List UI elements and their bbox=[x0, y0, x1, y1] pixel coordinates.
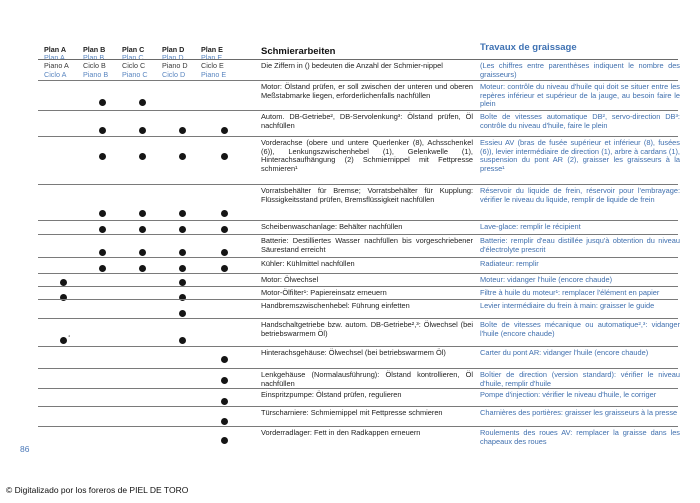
plan-label-it: Ciclo B bbox=[83, 61, 106, 71]
row-text-french: Essieu AV (bras de fusée supérieur et inférieur (8), fusées (6)), levier intermédiaire de direction (1), arbre à cardans (1), suspension du pont AR (2), graisser les graisseurs à la presse¹ bbox=[480, 138, 680, 173]
plan-dot-2 bbox=[139, 153, 146, 160]
row-text-french: Moteur: contrôle du niveau d'huile qui doit se situer entre les repères inférieur et supérieur de la jauge, au besoin faire le plein bbox=[480, 82, 680, 109]
plan-label-it: Ciclo E bbox=[201, 61, 224, 71]
row-divider bbox=[38, 426, 678, 427]
plan-dot-1 bbox=[99, 265, 106, 272]
row-divider bbox=[38, 368, 678, 369]
plan-dot-1 bbox=[99, 226, 106, 233]
plan-header-1 bbox=[83, 46, 123, 79]
plan-label-it: Piano A bbox=[44, 61, 69, 71]
row-text-german: Handbremszwischenhebel: Führung einfetten bbox=[261, 301, 410, 310]
plan-dot-4 bbox=[221, 418, 228, 425]
row-text-german: Die Ziffern in () bedeuten die Anzahl der Schmier-nippel bbox=[261, 61, 443, 70]
plan-dot-0 bbox=[60, 337, 67, 344]
plan-dot-4 bbox=[221, 210, 228, 217]
plan-label-fr: Plan E bbox=[201, 53, 223, 63]
page-number: 86 bbox=[20, 444, 30, 454]
plan-dot-2 bbox=[139, 265, 146, 272]
plan-label-es: Piano C bbox=[122, 69, 148, 79]
row-text-french: Réservoir du liquide de frein, réservoir pour l'embrayage: vérifier le niveau du liquide, remplir de liquide de frein bbox=[480, 186, 680, 204]
row-divider bbox=[38, 80, 678, 81]
row-text-french: Filtre à huile du moteur¹: remplacer l'élément en papier bbox=[480, 288, 660, 297]
plan-dot-4 bbox=[221, 398, 228, 405]
plan-label-de: Plan C bbox=[122, 45, 145, 54]
plan-label-es: Piano B bbox=[83, 69, 109, 79]
row-divider bbox=[38, 59, 678, 60]
plan-dot-3 bbox=[179, 265, 186, 272]
row-text-french: Batterie: remplir d'eau distillée jusqu'à obtention du niveau d'électrolyte prescrit bbox=[480, 236, 680, 254]
row-text-french: Roulements des roues AV: remplacer la graisse dans les chapeaux des roues bbox=[480, 428, 680, 446]
plan-label-it: Ciclo C bbox=[122, 61, 146, 71]
plan-dot-3 bbox=[179, 310, 186, 317]
plan-label-es: Ciclo A bbox=[44, 69, 67, 79]
german-column-title: Schmierarbeiten bbox=[261, 46, 336, 57]
scan-credit-footer: © Digitalizado por los foreros de PIEL DE TORO bbox=[6, 485, 189, 495]
plan-dot-3 bbox=[179, 210, 186, 217]
plan-dot-1 bbox=[99, 99, 106, 106]
row-text-german: Vorderradlager: Fett in den Radkappen erneuern bbox=[261, 428, 421, 437]
plan-label-fr: Plan D bbox=[162, 53, 184, 63]
row-text-german: Motor: Ölwechsel bbox=[261, 275, 319, 284]
row-text-german: Autom. DB-Getriebe², DB-Servolenkung³: Ölstand prüfen, Öl nachfüllen bbox=[261, 112, 473, 130]
plan-dot-4 bbox=[221, 356, 228, 363]
row-text-german: Vorderachse (obere und untere Querlenker (8), Achsschenkel (6)), Lenkungszwischenhebel (1), Gelenkwelle (1), Hinterachsaufhängung (2) Schmiernippel mit Fettpresse schmieren¹ bbox=[261, 138, 473, 173]
row-text-german: Lenkgehäuse (Normalausführung): Ölstand kontrollieren, Öl nachfüllen bbox=[261, 370, 473, 388]
plan-dot-3 bbox=[179, 249, 186, 256]
row-text-french: Boîte de vitesses mécanique ou automatique²,³: vidanger l'huile (encore chaude) bbox=[480, 320, 680, 338]
plan-dot-3 bbox=[179, 153, 186, 160]
plan-dot-3 bbox=[179, 279, 186, 286]
row-text-german: Motor: Ölstand prüfen, er soll zwischen der unteren und oberen Meßstabmarke liegen, erforderlichenfalls nachfüllen bbox=[261, 82, 473, 100]
row-text-french: Radiateur: remplir bbox=[480, 259, 539, 268]
plan-dot-3 bbox=[179, 337, 186, 344]
plan-dot-1 bbox=[99, 210, 106, 217]
plan-dot-4 bbox=[221, 437, 228, 444]
plan-label-de: Plan A bbox=[44, 45, 67, 54]
row-text-german: Kühler: Kühlmittel nachfüllen bbox=[261, 259, 355, 268]
row-divider bbox=[38, 184, 678, 185]
plan-dot-1 bbox=[99, 153, 106, 160]
row-text-french: (Les chiffres entre parenthèses indiquent le nombre des graisseurs) bbox=[480, 61, 680, 79]
dot-footnote-mark: ⁴ bbox=[68, 334, 71, 340]
plan-header-4 bbox=[201, 46, 241, 79]
row-divider bbox=[38, 346, 678, 347]
plan-dot-0 bbox=[60, 279, 67, 286]
row-divider bbox=[38, 318, 678, 319]
plan-dot-4 bbox=[221, 226, 228, 233]
plan-label-fr: Plan A bbox=[44, 53, 65, 63]
row-text-german: Vorratsbehälter für Bremse; Vorratsbehälter für Kupplung: Flüssigkeitsstand prüfen, Bremsflüssigkeit nachfüllen bbox=[261, 186, 473, 204]
row-text-german: Einspritzpumpe: Ölstand prüfen, regulieren bbox=[261, 390, 402, 399]
plan-label-de: Plan E bbox=[201, 45, 223, 54]
plan-header-3 bbox=[162, 46, 202, 79]
plan-dot-4 bbox=[221, 377, 228, 384]
plan-dot-2 bbox=[139, 249, 146, 256]
row-text-german: Handschaltgetriebe bzw. autom. DB-Getriebe²,³: Ölwechsel (bei betriebswarmem Öl) bbox=[261, 320, 473, 338]
french-column-title: Travaux de graissage bbox=[480, 42, 577, 53]
row-divider bbox=[38, 406, 678, 407]
row-divider bbox=[38, 136, 678, 137]
row-divider bbox=[38, 257, 678, 258]
plan-label-de: Plan B bbox=[83, 45, 106, 54]
plan-dot-4 bbox=[221, 153, 228, 160]
row-divider bbox=[38, 110, 678, 111]
row-text-french: Moteur: vidanger l'huile (encore chaude) bbox=[480, 275, 613, 284]
row-text-german: Türscharniere: Schmiernippel mit Fettpresse schmieren bbox=[261, 408, 443, 417]
plan-dot-2 bbox=[139, 210, 146, 217]
plan-header-2 bbox=[122, 46, 162, 79]
row-divider bbox=[38, 286, 678, 287]
row-text-french: Levier intermédiaire du frein à main: graisser le guide bbox=[480, 301, 655, 310]
row-text-french: Pompe d'injection: vérifier le niveau d'huile, le corriger bbox=[480, 390, 657, 399]
plan-dot-1 bbox=[99, 249, 106, 256]
row-divider bbox=[38, 220, 678, 221]
plan-dot-2 bbox=[139, 226, 146, 233]
row-divider bbox=[38, 273, 678, 274]
plan-dot-1 bbox=[99, 127, 106, 134]
plan-dot-2 bbox=[139, 127, 146, 134]
row-text-french: Carter du pont AR: vidanger l'huile (encore chaude) bbox=[480, 348, 649, 357]
row-text-german: Batterie: Destilliertes Wasser nachfüllen bis vorgeschriebener Säurestand erreicht bbox=[261, 236, 473, 254]
plan-header-0 bbox=[44, 46, 84, 79]
row-text-german: Scheibenwaschanlage: Behälter nachfüllen bbox=[261, 222, 403, 231]
plan-dot-4 bbox=[221, 249, 228, 256]
plan-dot-3 bbox=[179, 127, 186, 134]
row-text-french: Boîte de vitesses automatique DB², servo-direction DB³: contrôle du niveau d'huile, faire le plein bbox=[480, 112, 680, 130]
row-text-french: Lave-glace: remplir le récipient bbox=[480, 222, 581, 231]
plan-dot-2 bbox=[139, 99, 146, 106]
row-divider bbox=[38, 234, 678, 235]
plan-label-es: Ciclo D bbox=[162, 69, 186, 79]
plan-dot-4 bbox=[221, 265, 228, 272]
row-divider bbox=[38, 388, 678, 389]
plan-label-fr: Plan C bbox=[122, 53, 144, 63]
plan-label-de: Plan D bbox=[162, 45, 185, 54]
row-text-german: Motor-Ölfilter¹: Papiereinsatz erneuern bbox=[261, 288, 387, 297]
plan-dot-4 bbox=[221, 127, 228, 134]
row-text-french: Charnières des portières: graisser les graisseurs à la presse bbox=[480, 408, 678, 417]
row-text-german: Hinterachsgehäuse: Ölwechsel (bei betriebswarmem Öl) bbox=[261, 348, 446, 357]
row-text-french: Boîtier de direction (version standard): vérifier le niveau d'huile, remplir d'huile bbox=[480, 370, 680, 388]
plan-label-fr: Plan B bbox=[83, 53, 105, 63]
plan-label-it: Piano D bbox=[162, 61, 188, 71]
plan-dot-3 bbox=[179, 226, 186, 233]
row-divider bbox=[38, 299, 678, 300]
plan-label-es: Piano E bbox=[201, 69, 227, 79]
